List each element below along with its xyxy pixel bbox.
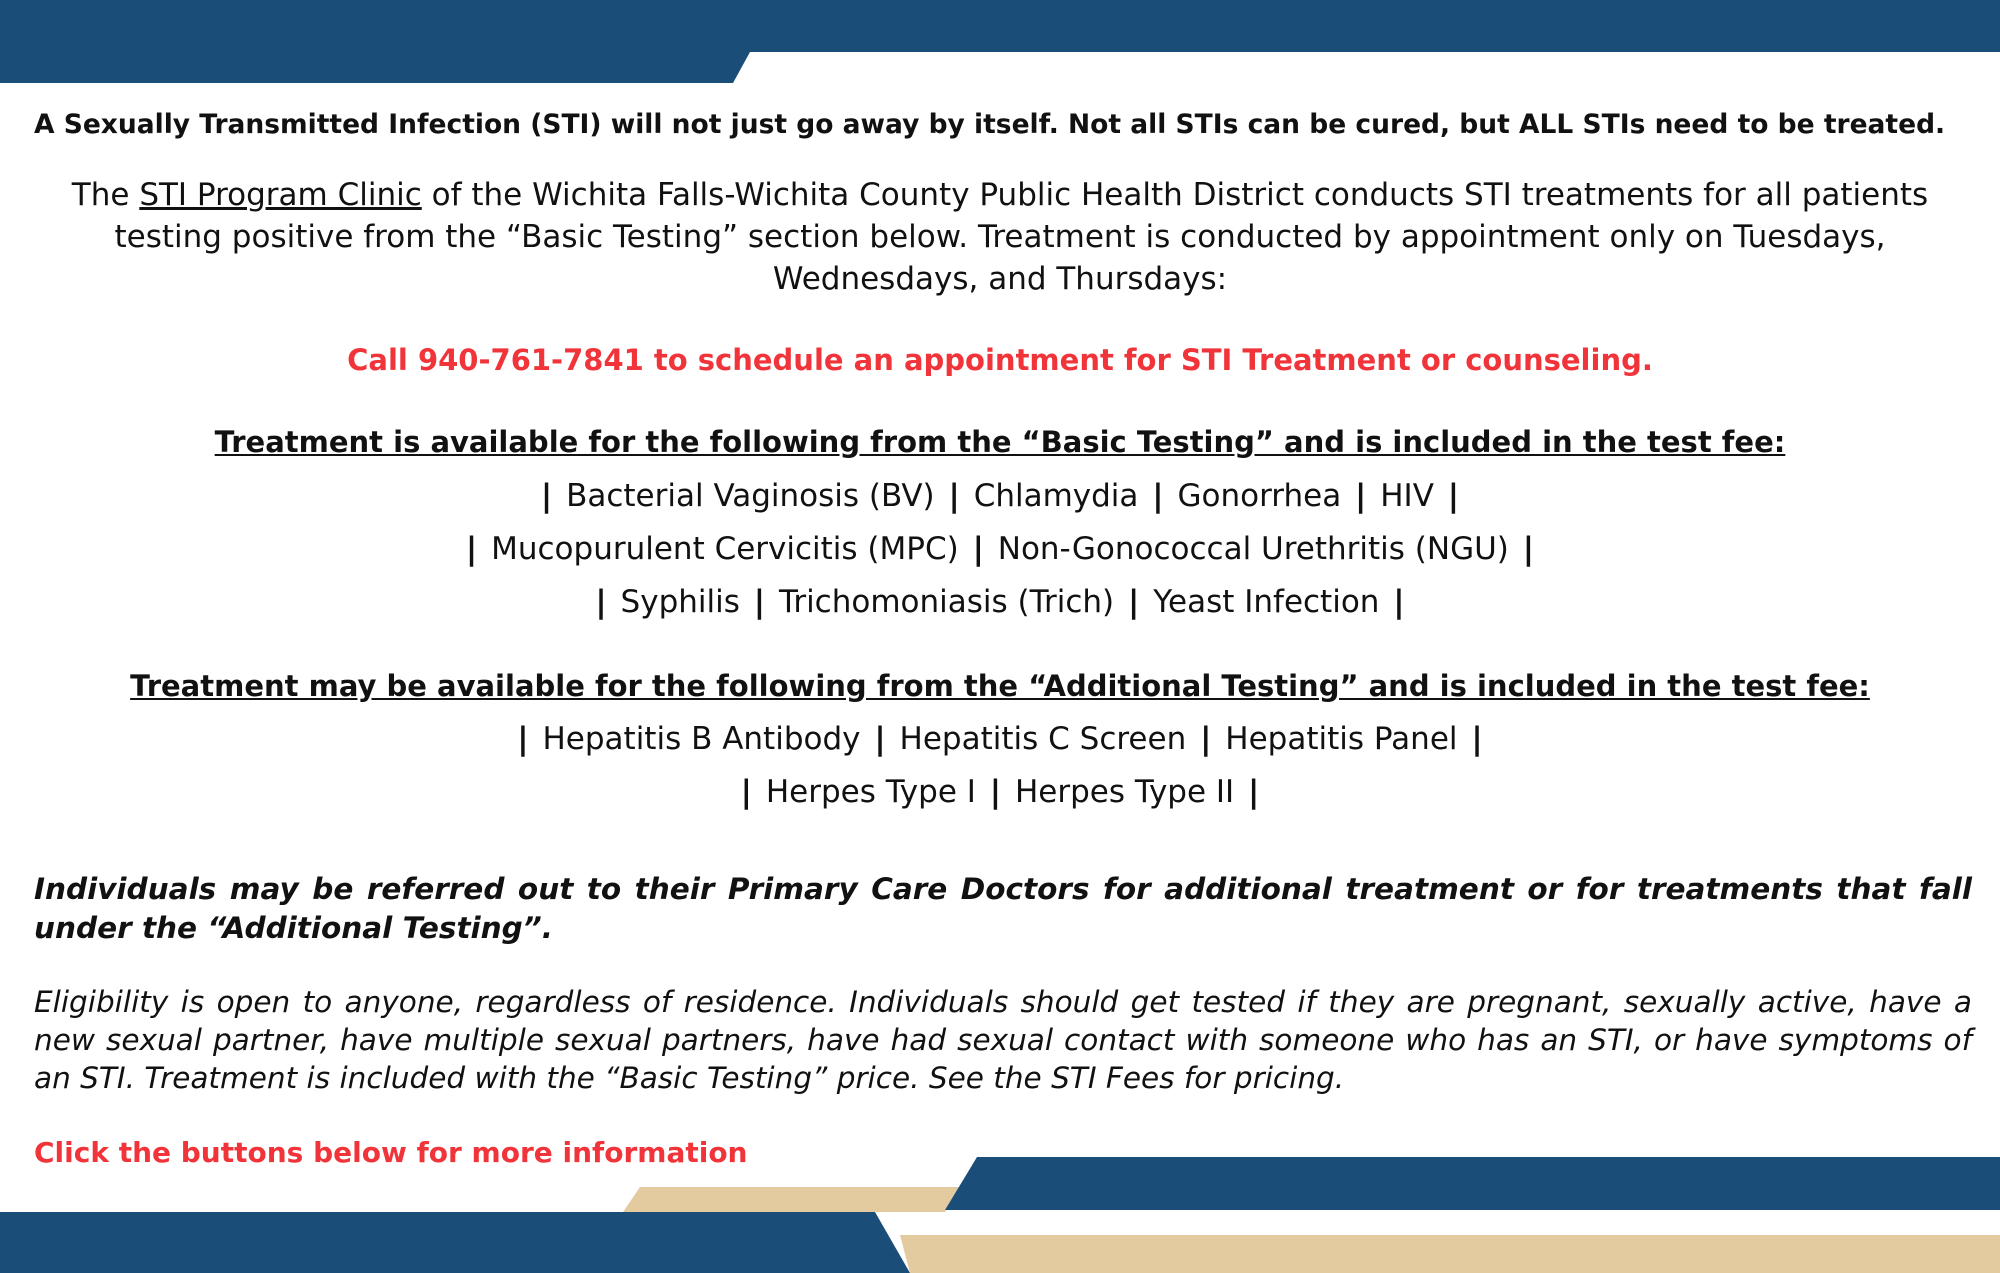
condition-item: Bacterial Vaginosis (BV) bbox=[566, 478, 935, 514]
condition-item: Hepatitis Panel bbox=[1225, 721, 1458, 757]
condition-item: Herpes Type I bbox=[765, 774, 976, 810]
sti-program-clinic-link[interactable]: STI Program Clinic bbox=[139, 177, 422, 213]
separator: | bbox=[1248, 774, 1260, 810]
separator: | bbox=[1355, 478, 1367, 514]
separator: | bbox=[989, 774, 1002, 810]
separator: | bbox=[753, 584, 766, 620]
condition-item: Hepatitis C Screen bbox=[899, 721, 1187, 757]
condition-item: HIV bbox=[1380, 478, 1434, 514]
condition-item: Yeast Infection bbox=[1153, 584, 1380, 620]
referral-note: Individuals may be referred out to their Primary Care Doctors for additional treatment or for treatments that fall under the “Additional Testing”. bbox=[34, 872, 1972, 945]
separator: | bbox=[948, 478, 960, 514]
separator: | bbox=[1200, 721, 1212, 757]
separator: | bbox=[1393, 584, 1405, 620]
separator: | bbox=[1152, 478, 1164, 514]
separator: | bbox=[517, 721, 529, 757]
separator: | bbox=[740, 774, 752, 810]
condition-item: Gonorrhea bbox=[1177, 478, 1342, 514]
condition-item: Hepatitis B Antibody bbox=[542, 721, 861, 757]
condition-item: Chlamydia bbox=[973, 478, 1139, 514]
condition-item: Syphilis bbox=[620, 584, 740, 620]
separator: | bbox=[1522, 531, 1535, 567]
condition-item: Trichomoniasis (Trich) bbox=[778, 584, 1115, 620]
clinic-body: of the Wichita Falls-Wichita County Public Health District conducts STI treatments for all patients testing positive from the “Basic Testing” section below. Treatment is conducted by appointment only on Tuesdays, Wednesdays, and Thursdays: bbox=[114, 177, 1929, 297]
condition-item: Mucopurulent Cervicitis (MPC) bbox=[491, 531, 959, 567]
more-info-prompt: Click the buttons below for more information bbox=[34, 1136, 748, 1169]
separator: | bbox=[595, 584, 607, 620]
clinic-paragraph bbox=[40, 174, 1960, 300]
basic-conditions-line bbox=[0, 528, 2000, 570]
separator: | bbox=[874, 721, 886, 757]
basic-testing-heading: Treatment is available for the following from the “Basic Testing” and is included in the test fee: bbox=[214, 425, 1786, 459]
separator: | bbox=[1471, 721, 1483, 757]
separator: | bbox=[1447, 478, 1460, 514]
additional-conditions-line bbox=[0, 718, 2000, 760]
condition-item: Non-Gonococcal Urethritis (NGU) bbox=[997, 531, 1509, 567]
intro-statement: A Sexually Transmitted Infection (STI) will not just go away by itself. Not all STIs can be cured, but ALL STIs need to be treated. bbox=[34, 109, 1946, 140]
additional-testing-heading: Treatment may be available for the following from the “Additional Testing” and is included in the test fee: bbox=[130, 669, 1870, 703]
additional-conditions-line bbox=[0, 771, 2000, 813]
basic-conditions-line bbox=[0, 581, 2000, 623]
eligibility-paragraph: Eligibility is open to anyone, regardless of residence. Individuals should get tested if they are pregnant, sexually active, have a new sexual partner, have multiple sexual partners, have had sexual contact with someone who has an STI, or have symptoms of an STI. Treatment is included with the “Basic Testing” price. See the STI Fees for pricing. bbox=[34, 985, 1972, 1095]
separator: | bbox=[1128, 584, 1140, 620]
separator: | bbox=[465, 531, 478, 567]
separator: | bbox=[972, 531, 984, 567]
condition-item: Herpes Type II bbox=[1014, 774, 1235, 810]
call-to-schedule: Call 940-761-7841 to schedule an appointment for STI Treatment or counseling. bbox=[347, 343, 1653, 377]
separator: | bbox=[540, 478, 553, 514]
basic-conditions-line bbox=[0, 475, 2000, 517]
clinic-prefix: The bbox=[71, 177, 140, 213]
